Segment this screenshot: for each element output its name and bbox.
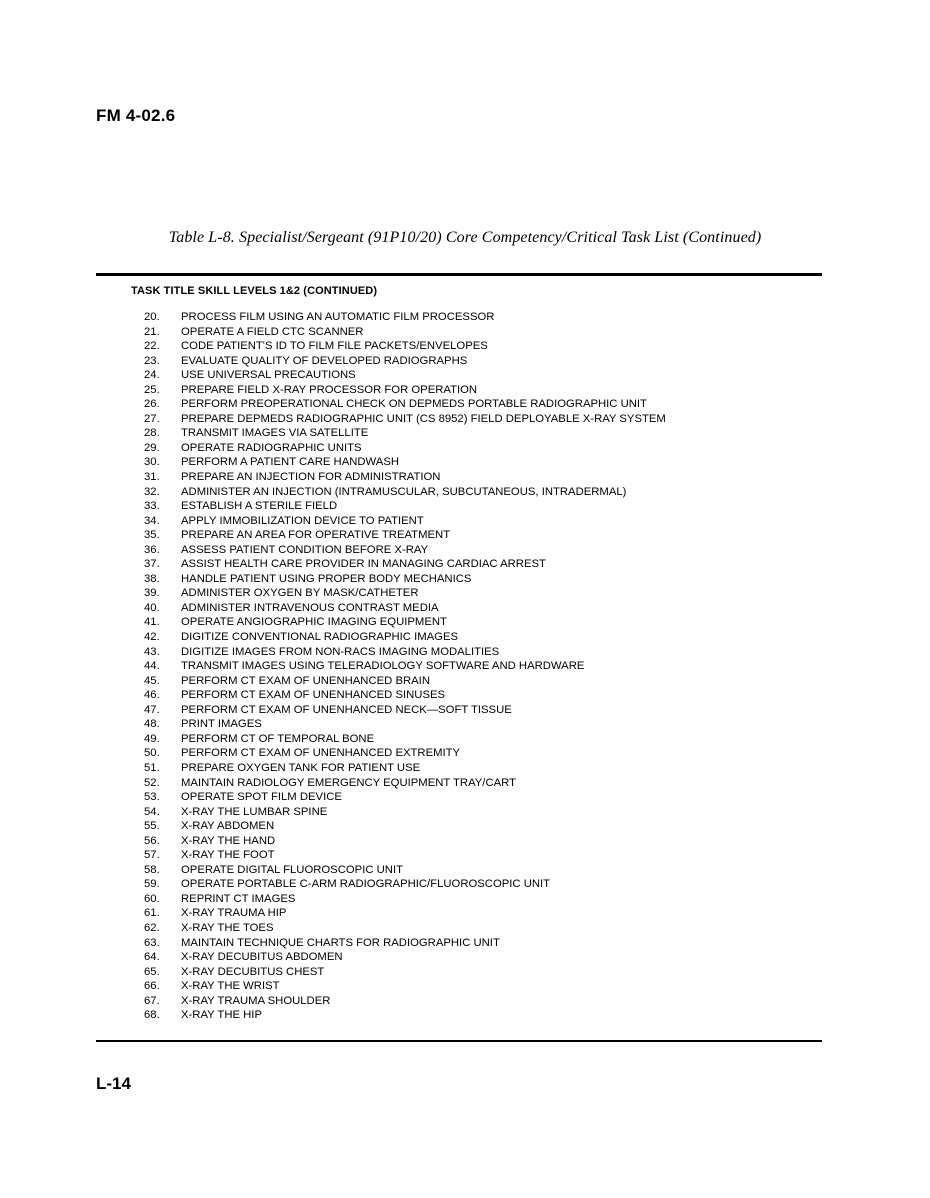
- section-heading: TASK TITLE SKILL LEVELS 1&2 (CONTINUED): [131, 285, 378, 297]
- list-item: [140, 528, 666, 543]
- task-title: OPERATE RADIOGRAPHIC UNITS: [181, 441, 362, 454]
- task-number: 56.: [144, 834, 160, 847]
- list-item: [140, 514, 666, 529]
- task-number: 44.: [144, 660, 160, 673]
- task-number: 29.: [144, 441, 160, 454]
- task-number: 24.: [144, 369, 160, 382]
- task-number: 48.: [144, 718, 160, 731]
- task-title: ADMINISTER AN INJECTION (INTRAMUSCULAR, SUBCUTANEOUS, INTRADERMAL): [181, 485, 627, 498]
- task-number: 21.: [144, 325, 160, 338]
- task-number: 61.: [144, 907, 160, 920]
- list-item: [140, 936, 666, 951]
- task-title: X-RAY THE FOOT: [181, 849, 275, 862]
- task-title: OPERATE ANGIOGRAPHIC IMAGING EQUIPMENT: [181, 616, 447, 629]
- task-title: TRANSMIT IMAGES VIA SATELLITE: [181, 427, 369, 440]
- task-number: 62.: [144, 921, 160, 934]
- list-item: [140, 441, 666, 456]
- list-item: [140, 732, 666, 747]
- list-item: [140, 470, 666, 485]
- task-number: 28.: [144, 427, 160, 440]
- task-title: PERFORM CT OF TEMPORAL BONE: [181, 732, 375, 745]
- task-number: 36.: [144, 543, 160, 556]
- task-number: 26.: [144, 398, 160, 411]
- list-item: [140, 368, 666, 383]
- task-title: APPLY IMMOBILIZATION DEVICE TO PATIENT: [181, 514, 424, 527]
- list-item: [140, 572, 666, 587]
- task-title: PERFORM CT EXAM OF UNENHANCED NECK—SOFT TISSUE: [181, 703, 512, 716]
- task-number: 20.: [144, 311, 160, 323]
- task-number: 42.: [144, 631, 160, 644]
- task-number: 46.: [144, 689, 160, 702]
- task-title: X-RAY TRAUMA SHOULDER: [181, 994, 331, 1007]
- list-item: [140, 921, 666, 936]
- task-number: 35.: [144, 529, 160, 542]
- task-number: 54.: [144, 805, 160, 818]
- task-title: REPRINT CT IMAGES: [181, 892, 296, 905]
- list-item: [140, 339, 666, 354]
- task-number: 41.: [144, 616, 160, 629]
- list-item: [140, 848, 666, 863]
- task-number: 52.: [144, 776, 160, 789]
- list-item: [140, 325, 666, 340]
- top-rule: [96, 273, 822, 276]
- task-number: 59.: [144, 878, 160, 891]
- task-number: 30.: [144, 456, 160, 469]
- table-caption: Table L-8. Specialist/Sergeant (91P10/20) Core Competency/Critical Task List (Continued): [168, 229, 762, 246]
- task-number: 55.: [144, 820, 160, 833]
- task-number: 66.: [144, 980, 160, 993]
- task-title: MAINTAIN RADIOLOGY EMERGENCY EQUIPMENT TRAY/CART: [181, 776, 516, 789]
- task-number: 65.: [144, 965, 160, 978]
- task-title: HANDLE PATIENT USING PROPER BODY MECHANICS: [181, 572, 472, 585]
- task-title: PERFORM A PATIENT CARE HANDWASH: [181, 456, 400, 469]
- task-title: ASSIST HEALTH CARE PROVIDER IN MANAGING CARDIAC ARREST: [181, 558, 546, 571]
- task-number: 40.: [144, 601, 160, 614]
- bottom-rule: [96, 1040, 822, 1042]
- list-item: [140, 979, 666, 994]
- task-title: X-RAY THE LUMBAR SPINE: [181, 805, 328, 818]
- task-title: X-RAY ABDOMEN: [181, 820, 275, 833]
- list-item: [140, 994, 666, 1009]
- task-title: PREPARE AN INJECTION FOR ADMINISTRATION: [181, 471, 441, 484]
- task-number: 31.: [144, 471, 160, 484]
- task-title: PROCESS FILM USING AN AUTOMATIC FILM PROCESSOR: [181, 311, 495, 323]
- task-title: ASSESS PATIENT CONDITION BEFORE X-RAY: [181, 543, 429, 556]
- list-item: [140, 863, 666, 878]
- list-item: [140, 790, 666, 805]
- list-item: [140, 601, 666, 616]
- task-title: PERFORM CT EXAM OF UNENHANCED SINUSES: [181, 689, 446, 702]
- list-item: [140, 965, 666, 980]
- task-title: X-RAY THE HAND: [181, 834, 276, 847]
- task-number: 37.: [144, 558, 160, 571]
- task-number: 67.: [144, 994, 160, 1007]
- list-item: [140, 877, 666, 892]
- list-item: [140, 426, 666, 441]
- task-title: TRANSMIT IMAGES USING TELERADIOLOGY SOFTWARE AND HARDWARE: [181, 660, 585, 673]
- task-title: DIGITIZE CONVENTIONAL RADIOGRAPHIC IMAGES: [181, 631, 459, 644]
- task-title: PREPARE AN AREA FOR OPERATIVE TREATMENT: [181, 529, 451, 542]
- task-number: 23.: [144, 354, 160, 367]
- task-number: 27.: [144, 412, 160, 425]
- task-title: USE UNIVERSAL PRECAUTIONS: [181, 369, 356, 382]
- list-item: [140, 703, 666, 718]
- list-item: [140, 659, 666, 674]
- task-number: 57.: [144, 849, 160, 862]
- task-title: OPERATE PORTABLE C-ARM RADIOGRAPHIC/FLUOROSCOPIC UNIT: [181, 878, 551, 891]
- list-item: [140, 746, 666, 761]
- list-item: [140, 906, 666, 921]
- task-number: 45.: [144, 674, 160, 687]
- task-number: 33.: [144, 500, 160, 513]
- list-item: [140, 455, 666, 470]
- task-number: 25.: [144, 383, 160, 396]
- task-title: X-RAY DECUBITUS CHEST: [181, 965, 325, 978]
- task-title: PERFORM PREOPERATIONAL CHECK ON DEPMEDS PORTABLE RADIOGRAPHIC UNIT: [181, 398, 647, 411]
- list-item: [140, 950, 666, 965]
- task-title: MAINTAIN TECHNIQUE CHARTS FOR RADIOGRAPHIC UNIT: [181, 936, 500, 949]
- list-item: [140, 485, 666, 500]
- task-title: ADMINISTER OXYGEN BY MASK/CATHETER: [181, 587, 419, 600]
- list-item: [140, 645, 666, 660]
- task-number: 38.: [144, 572, 160, 585]
- task-title: DIGITIZE IMAGES FROM NON-RACS IMAGING MODALITIES: [181, 645, 500, 658]
- task-list: [140, 310, 666, 1023]
- task-number: 64.: [144, 951, 160, 964]
- task-title: CODE PATIENT'S ID TO FILM FILE PACKETS/ENVELOPES: [181, 340, 488, 353]
- list-item: [140, 674, 666, 689]
- task-title: X-RAY THE WRIST: [181, 980, 280, 993]
- task-title: X-RAY DECUBITUS ABDOMEN: [181, 951, 343, 964]
- task-number: 34.: [144, 514, 160, 527]
- task-title: PRINT IMAGES: [181, 718, 262, 731]
- list-item: [140, 383, 666, 398]
- task-number: 68.: [144, 1009, 160, 1022]
- task-title: PERFORM CT EXAM OF UNENHANCED BRAIN: [181, 674, 430, 687]
- list-item: [140, 892, 666, 907]
- list-item: [140, 1008, 666, 1023]
- task-title: ADMINISTER INTRAVENOUS CONTRAST MEDIA: [181, 601, 439, 614]
- task-number: 50.: [144, 747, 160, 760]
- task-title: OPERATE DIGITAL FLUOROSCOPIC UNIT: [181, 863, 403, 876]
- task-title: OPERATE A FIELD CTC SCANNER: [181, 325, 364, 338]
- task-number: 49.: [144, 732, 160, 745]
- task-number: 58.: [144, 863, 160, 876]
- task-number: 32.: [144, 485, 160, 498]
- list-item: [140, 412, 666, 427]
- task-title: PREPARE DEPMEDS RADIOGRAPHIC UNIT (CS 8952) FIELD DEPLOYABLE X-RAY SYSTEM: [181, 412, 666, 425]
- list-item: [140, 761, 666, 776]
- task-number: 39.: [144, 587, 160, 600]
- list-item: [140, 805, 666, 820]
- task-title: X-RAY THE TOES: [181, 921, 274, 934]
- task-title: EVALUATE QUALITY OF DEVELOPED RADIOGRAPHS: [181, 354, 468, 367]
- task-title: X-RAY TRAUMA HIP: [181, 907, 287, 920]
- task-title: PREPARE OXYGEN TANK FOR PATIENT USE: [181, 761, 421, 774]
- list-item: [140, 586, 666, 601]
- task-number: 53.: [144, 791, 160, 804]
- task-title: OPERATE SPOT FILM DEVICE: [181, 791, 342, 804]
- task-number: 51.: [144, 761, 160, 774]
- task-number: 63.: [144, 936, 160, 949]
- list-item: [140, 557, 666, 572]
- list-item: [140, 543, 666, 558]
- list-item: [140, 688, 666, 703]
- list-item: [140, 717, 666, 732]
- list-item: [140, 499, 666, 514]
- list-item: [140, 354, 666, 369]
- task-title: ESTABLISH A STERILE FIELD: [181, 500, 338, 513]
- task-title: PERFORM CT EXAM OF UNENHANCED EXTREMITY: [181, 747, 461, 760]
- task-title: X-RAY THE HIP: [181, 1009, 262, 1022]
- list-item: [140, 615, 666, 630]
- task-number: 43.: [144, 645, 160, 658]
- task-number: 60.: [144, 892, 160, 905]
- list-item: [140, 776, 666, 791]
- document-id: FM 4-02.6: [96, 106, 176, 125]
- list-item: [140, 630, 666, 645]
- list-item: [140, 819, 666, 834]
- list-item: [140, 834, 666, 849]
- task-number: 47.: [144, 703, 160, 716]
- task-number: 22.: [144, 340, 160, 353]
- list-item: [140, 397, 666, 412]
- page-number: L-14: [96, 1074, 131, 1093]
- task-title: PREPARE FIELD X-RAY PROCESSOR FOR OPERATION: [181, 383, 478, 396]
- list-item: [140, 310, 666, 325]
